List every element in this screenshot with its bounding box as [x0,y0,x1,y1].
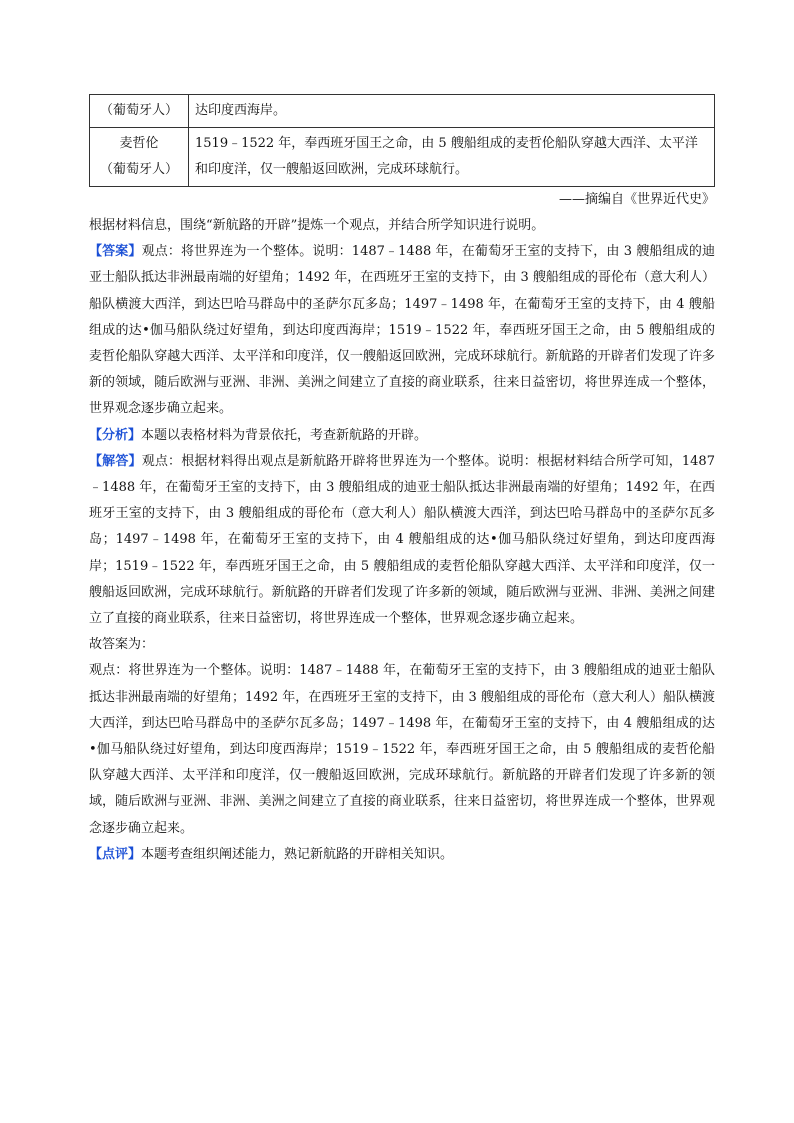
material-table [89,94,715,187]
comment-tag: 【点评】 [89,846,142,862]
final-answer-label: 故答案为： [89,637,155,653]
comment-text: 本题考查组织阐述能力，熟记新航路的开辟相关知识。 [141,846,454,862]
solution-text: 观点：根据材料得出观点是新航路开辟将世界连为一个整体。说明：根据材料结合所学可知，1487﹣1488 年，在葡萄牙王室的支持下，由 3 艘船组成的迪亚士船队抵达非洲最南端的好望角；1492 年，在西班牙王室的支持下，由 3 艘船组成的哥伦布（意大利人）船队横渡大西洋，到达巴哈马群岛中的圣萨尔瓦多岛；1497﹣1498 年，在葡萄牙王室的支持下，由 4 艘船组成的达•伽马船队绕过好望角，到达印度西海岸；1519﹣1522 年，奉西班牙国王之命，由 5 艘船组成的麦哲伦船队穿越大西洋、太平洋和印度洋，仅一艘船返回欧洲，完成环球航行。新航路的开辟者们发现了许多新的领域，随后欧洲与亚洲、非洲、美洲之间建立了直接的商业联系，往来日益密切，将世界连成一个整体，世界观念逐步确立起来。 [89,453,715,627]
analysis-tag: 【分析】 [89,427,142,443]
answer-tag: 【答案】 [89,244,142,260]
navigator-nationality: （葡萄牙人） [99,162,178,177]
document-page [89,94,715,868]
solution-tag: 【解答】 [89,453,142,469]
solution-paragraph [89,449,715,632]
navigator-name: 麦哲伦 [119,136,159,151]
final-answer-text: 观点：将世界连为一个整体。说明：1487﹣1488 年，在葡萄牙王室的支持下，由 3 艘船组成的迪亚士船队抵达非洲最南端的好望角；1492 年，在西班牙王室的支持下，由 3 艘船组成的哥伦布（意大利人）船队横渡大西洋，到达巴哈马群岛中的圣萨尔瓦多岛；1497﹣1498 年，在葡萄牙王室的支持下，由 4 艘船组成的达•伽马船队绕过好望角，到达印度西海岸；1519﹣1522 年，奉西班牙国王之命，由 5 艘船组成的麦哲伦船队穿越大西洋、太平洋和印度洋，仅一艘船返回欧洲，完成环球航行。新航路的开辟者们发现了许多新的领域，随后欧洲与亚洲、非洲、美洲之间建立了直接的商业联系，往来日益密切，将世界连成一个整体，世界观念逐步确立起来。 [89,663,715,836]
comment-paragraph [89,842,715,868]
question-text: 根据材料信息，围绕“新航路的开辟”提炼一个观点，并结合所学知识进行说明。 [89,218,545,233]
analysis-text: 本题以表格材料为背景依托，考查新航路的开辟。 [141,427,428,443]
table-row [90,95,715,128]
table-row [90,128,715,187]
event-cell: 1519﹣1522 年，奉西班牙国王之命，由 5 艘船组成的麦哲伦船队穿越大西洋、太平洋和印度洋，仅一艘船返回欧洲，完成环球航行。 [189,128,715,187]
navigator-cell [90,128,189,187]
analysis-paragraph [89,423,715,449]
event-cell: 达印度西海岸。 [189,95,715,128]
answer-text: 观点：将世界连为一个整体。说明：1487﹣1488 年，在葡萄牙王室的支持下，由 3 艘船组成的迪亚士船队抵达非洲最南端的好望角；1492 年，在西班牙王室的支持下，由 3 艘船组成的哥伦布（意大利人）船队横渡大西洋，到达巴哈马群岛中的圣萨尔瓦多岛；1497﹣1498 年，在葡萄牙王室的支持下，由 4 艘船组成的达•伽马船队绕过好望角，到达印度西海岸；1519﹣1522 年，奉西班牙国王之命，由 5 艘船组成的麦哲伦船队穿越大西洋、太平洋和印度洋，仅一艘船返回欧洲，完成环球航行。新航路的开辟者们发现了许多新的领域，随后欧洲与亚洲、非洲、美洲之间建立了直接的商业联系，往来日益密切，将世界连成一个整体，世界观念逐步确立起来。 [89,244,715,417]
source-citation: ——摘编自《世界近代史》 [558,192,715,207]
navigator-nationality: （葡萄牙人） [99,103,178,118]
navigator-cell [90,95,189,128]
answer-paragraph [89,239,715,422]
